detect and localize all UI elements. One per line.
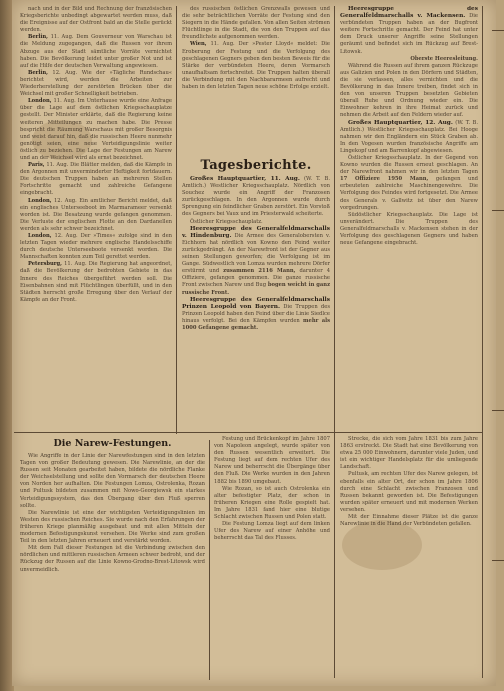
column-rule <box>209 440 210 680</box>
column-middle-top: des russischen östlichen Grenzwalls gewesen und die sehr beträchtlichen Vorräte der Festung sind den Siegern in die Hände gefallen. Von allen Seiten strömen Flüchtlinge in die Stadt, die von den Truppen auf das freundlichste aufgenommen werden. Wien, 11. Aug. Der »Pester Lloyd« meldet: Die Eroberung der Festung und die Verfolgung des geschlagenen Gegners geben den besten Beweis für die Stärke der verbündeten Heere, deren Vormarsch unaufhaltsam fortschreitet. Die Truppen halten überall die Verbindung mit den Nachbararmeen aufrecht und haben in den letzten Tagen neue schöne Erfolge erzielt. <box>182 6 330 91</box>
column-rule <box>334 6 335 678</box>
bold-mann-1950: 17 Offiziere 1950 Mann, <box>340 176 429 183</box>
subhead-mackensen: Heeresgruppe des Generalfeldmarschalls v. Mackensen. <box>340 6 478 20</box>
signoff: Oberste Heeresleitung. <box>410 55 478 62</box>
dateline-gr-hq-1: Großes Hauptquartier, 11. Aug. <box>190 176 300 182</box>
fold-mark <box>492 560 504 561</box>
column-right: Heeresgruppe des Generalfeldmarschalls v. Mackensen. Die verbündeten Truppen haben an der Bugfront weitere Fortschritte gemacht. Der Feind hat unter dem Druck unserer Angriffe seine Stellungen geräumt und befindet sich im Rückzug auf Brest-Litowsk. Oberste Heeresleitung. Während die Russen auf ihrem ganzen Rückzuge aus Galizien und Polen in den Dörfern und Städten, die sie verlassen, alles vernichten und die Bevölkerung in das Innere treiben, findet sich in den von unseren Truppen besetzten Gebieten überall Ruhe und Ordnung wieder ein. Die Einwohner kehren in ihre Heimat zurück und nehmen die Arbeit auf den Feldern wieder auf. Großes Hauptquartier, 12. Aug. (W. T. B. Amtlich.) Westlicher Kriegsschauplatz. Bei Hooge nahmen wir den Engländern ein Stück Graben ab. In den Vogesen wurden französische Angriffe am Lingekopf und am Barrenkopf abgewiesen. Östlicher Kriegsschauplatz. In der Gegend von Kowno wurden die Russen erneut geschlagen. An der Narewfront nahmen wir in den letzten Tagen 17 Offiziere 1950 Mann, gefangen und erbeuteten zahlreiche Maschinengewehre. Die Verfolgung des Feindes wird fortgesetzt. Die Armee des Generals v. Gallwitz ist über den Narew vorgedrungen. Südöstlicher Kriegsschauplatz. Die Lage ist unverändert. Die Truppen des Generalfeldmarschalls v. Mackensen stehen in der Verfolgung des geschlagenen Gegners und haben neue Gefangene eingebracht. <box>340 6 478 247</box>
tagesberichte-heading: Tagesberichte. <box>200 158 312 173</box>
column-bottom-right: Strecke, die sich vom Jahre 1831 bis zum Jahre 1863 erstreckt. Die Stadt hat eine Bevölkerung von etwa 25 000 Einwohnern, darunter viele Juden, und ist ein wichtiger Handelsplatz für die umliegende Landschaft. Pultusk, am rechten Ufer des Narew gelegen, ist ebenfalls ein alter Ort, der schon im Jahre 1806 durch eine Schlacht zwischen Franzosen und Russen bekannt geworden ist. Die Befestigungen wurden später erneuert und mit modernen Werken versehen. Mit der Einnahme dieser Plätze ist die ganze Narewlinie in die Hand der Verbündeten gefallen. <box>340 436 478 528</box>
subhead-hindenburg: Heeresgruppe des Generalfeldmarschalls v. Hindenburg. <box>182 225 330 239</box>
bold-bogen: bogen weicht in ganz russische Front. <box>182 282 330 296</box>
column-rule <box>176 6 177 434</box>
bold-gef-1000: mehr als 1000 Gefangene gemacht. <box>182 317 330 331</box>
column-bottom-middle: Festung und Brückenkopf im Jahre 1807 von Napoleon angelegt, wurde später von den Russen wesentlich erweitert. Die Festung liegt auf dem rechten Ufer des Narew und beherrscht die Übergänge über den Fluß. Die Werke wurden in den Jahren 1882 bis 1890 umgebaut. Wie Rozan, so ist auch Ostrolenka ein alter befestigter Platz, der schon in früheren Kriegen eine Rolle gespielt hat. Im Jahre 1831 fand hier eine blutige Schlacht zwischen Russen und Polen statt. Die Festung Lomza liegt auf dem linken Ufer des Narew auf einer Anhöhe und beherrscht das Tal des Flusses. <box>214 436 330 542</box>
column-left-top: nach und in der Bild und Rechnung der französischen Kriegsberichte unbedingt abgewartet werden muss, daß die Ereignisse auf der Ostfront bald an die Stelle gerückt werden. Berlin, 11. Aug. Dem Gouverneur von Warschau ist die Meldung zugegangen, daß die Russen vor ihrem Abzuge aus der Stadt sämtliche Vorräte vernichtet haben. Die Bevölkerung leidet unter großer Not und ist auf die Hilfe der deutschen Verwaltung angewiesen. Berlin, 12. Aug. Wie der »Tägliche Rundschau« berichtet wird, werden die Arbeiten zur Wiederherstellung der zerstörten Brücken über die Weichsel mit großer Schnelligkeit betrieben. London, 11. Aug. Im Unterhause wurde eine Anfrage über die Lage auf dem östlichen Kriegsschauplatze gestellt. Der Minister erklärte, daß die Regierung keine weiteren Mitteilungen zu machen habe. Die Presse bespricht die Räumung Warschaus mit großer Besorgnis und weist darauf hin, daß die russischen Heere nunmehr genötigt seien, eine neue Verteidigungslinie weiter östlich zu beziehen. Die Lage der Festungen am Narew und an der Weichsel wird als ernst bezeichnet. Paris, 11. Aug. Die Blätter melden, daß die Kämpfe in den Argonnen mit unverminderter Heftigkeit fortdauern. Die deutschen Truppen haben an mehreren Stellen Fortschritte gemacht und zahlreiche Gefangene eingebracht. London, 12. Aug. Ein amtlicher Bericht meldet, daß ein englisches Unterseeboot im Marmarameer versenkt worden ist. Die Besatzung wurde gefangen genommen. Die Verluste der englischen Flotte an den Dardanellen werden als sehr schwer bezeichnet. London, 12. Aug. Der »Times« zufolge sind in den letzten Tagen wieder mehrere englische Handelsschiffe durch deutsche Unterseeboote versenkt worden. Die Mannschaften konnten zum Teil gerettet werden. Petersburg, 11. Aug. Die Regierung hat angeordnet, daß die Bevölkerung der bedrohten Gebiete in das Innere des Reiches übergeführt werden soll. Die Eisenbahnen sind mit Flüchtlingen überfüllt, und in den Städten herrscht große Erregung über den Verlauf der Kämpfe an der Front. <box>20 6 172 303</box>
column-rule <box>482 6 483 678</box>
fold-mark <box>492 30 504 31</box>
column-narew-article: Die Narew-Festungen. Wie Angriffe in der Linie der Narewfestungen sind in den letzten Tagen von großer Bedeutung gewesen. Die Narewlinie, an der die Russen seit Monaten gearbeitet haben, bildete die nördliche Flanke der Weichselstellung und sollte den Vormarsch der deutschen Heere von Norden her aufhalten. Die Festungen Lomza, Ostrolenka, Rozan und Pultusk bildeten zusammen mit Nowo-Georgiewsk ein starkes Verteidigungssystem, das den Übergang über den Fluß sperren sollte. Die Narewlinie ist eine der wichtigsten Verteidigungslinien im Westen des russischen Reiches. Sie wurde nach den Erfahrungen der früheren Kriege planmäßig ausgebaut und mit allen Mitteln der modernen Befestigungskunst versehen. Die Werke sind zum großen Teil in den letzten Jahren erneuert und verstärkt worden. Mit dem Fall dieser Festungen ist die Verbindung zwischen den nördlichen und mittleren russischen Armeen schwer bedroht, und der Rückzug der Russen auf die Linie Kowno-Grodno-Brest-Litowsk wird unvermeidlich. <box>20 438 205 573</box>
column-middle-reports: Tagesberichte. Großes Hauptquartier, 11. Aug. (W. T. B. Amtlich.) Westlicher Kriegsschauplatz. Nördlich von Souchez wurde ein Angriff der Franzosen zurückgeschlagen. In den Argonnen wurde durch Sprengung ein feindlicher Graben zerstört. Ein Vorstoß des Gegners bei Vaux und im Priesterwald scheiterte. Östlicher Kriegsschauplatz. Heeresgruppe des Generalfeldmarschalls v. Hindenburg. Die Armee des Generalobersten v. Eichhorn hat nördlich von Kowno den Feind weiter zurückgedrängt. An der Narewfront ist der Gegner aus seinen Stellungen geworfen; die Verfolgung ist im Gange. Südwestlich von Lomza wurden mehrere Dörfer erstürmt und zusammen 2116 Mann, darunter 4 Offiziere, gefangen genommen. Die ganze russische Front zwischen Narew und Bug bogen weicht in ganz russische Front. Heeresgruppe des Generalfeldmarschalls Prinzen Leopold von Bayern. Die Truppen des Prinzen Leopold haben den Feind über die Linie Siedlce hinaus verfolgt. Bei den Kämpfen wurden mehr als 1000 Gefangene gemacht. <box>182 158 330 331</box>
subhead-leopold: Heeresgruppe des Generalfeldmarschalls Prinzen Leopold von Bayern. <box>182 296 330 310</box>
section-rule <box>14 432 482 433</box>
bold-mann-2116: zusammen 2116 Mann, <box>223 268 296 275</box>
dateline-gr-hq-2: Großes Hauptquartier, 12. Aug. <box>348 119 453 126</box>
narew-heading: Die Narew-Festungen. <box>53 438 172 449</box>
fold-mark <box>492 210 504 211</box>
fold-mark <box>492 410 504 411</box>
